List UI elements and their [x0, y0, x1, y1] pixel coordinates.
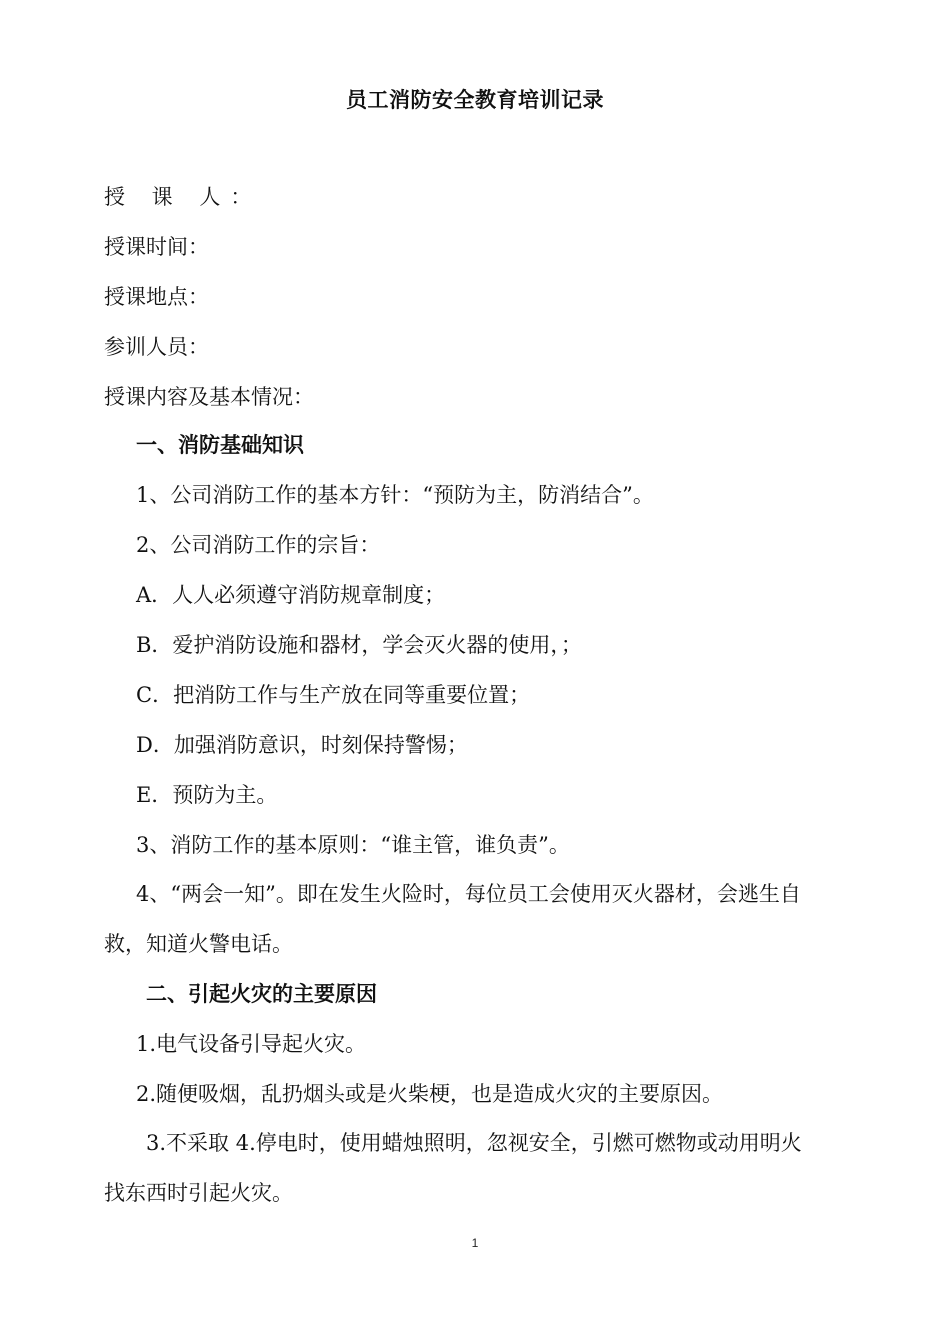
- section1-sub-c: C．把消防工作与生产放在同等重要位置；: [136, 683, 531, 707]
- section2-item3-line1: 3.不采取 4.停电时，使用蜡烛照明，忽视安全，引燃可燃物或动用明火: [146, 1131, 802, 1155]
- section1-item3: 3、消防工作的基本原则：“谁主管，谁负责”。: [136, 833, 570, 857]
- section1-heading: 一、消防基础知识: [136, 433, 304, 457]
- field-participants: 参训人员：: [104, 335, 209, 359]
- section1-sub-b: B．爱护消防设施和器材，学会灭火器的使用，；: [136, 633, 582, 657]
- section1-sub-e: E．预防为主。: [136, 783, 278, 807]
- page-number: 1: [471, 1236, 479, 1250]
- section1-item2: 2、公司消防工作的宗旨：: [136, 533, 381, 557]
- document-title: 员工消防安全教育培训记录: [346, 88, 604, 112]
- section2-item1: 1.电气设备引导起火灾。: [136, 1032, 367, 1056]
- field-content: 授课内容及基本情况：: [104, 385, 314, 409]
- section2-item2: 2.随便吸烟，乱扔烟头或是火柴梗，也是造成火灾的主要原因。: [136, 1082, 724, 1106]
- section1-sub-a: A．人人必须遵守消防规章制度；: [136, 583, 446, 607]
- section1-item4-line1: 4、“两会一知”。即在发生火险时，每位员工会使用灭火器材，会逃生自: [136, 882, 801, 906]
- field-time: 授课时间：: [104, 235, 209, 259]
- field-location: 授课地点：: [104, 285, 209, 309]
- section2-item3-line2: 找东西时引起火灾。: [104, 1181, 293, 1205]
- field-instructor: 授 课 人：: [104, 185, 262, 209]
- section1-item1: 1、公司消防工作的基本方针：“预防为主，防消结合”。: [136, 483, 654, 507]
- section2-heading: 二、引起火灾的主要原因: [146, 982, 377, 1006]
- section1-item4-line2: 救，知道火警电话。: [104, 932, 293, 956]
- section1-sub-d: D．加强消防意识，时刻保持警惕；: [136, 733, 468, 757]
